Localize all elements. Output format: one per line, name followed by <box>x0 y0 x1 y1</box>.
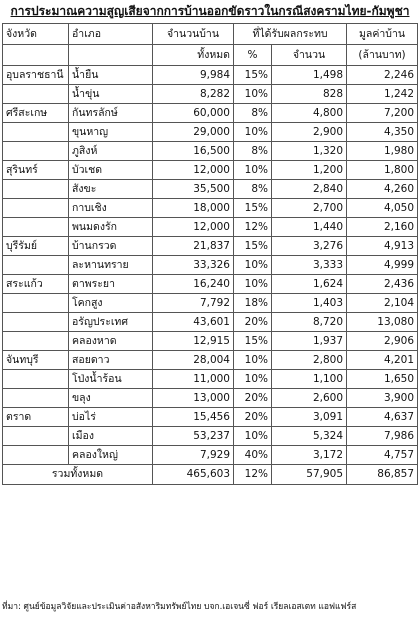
table-row <box>3 85 418 104</box>
district-cell: เมือง <box>69 427 153 446</box>
table-row <box>3 370 418 389</box>
houses-cell: 18,000 <box>153 199 234 218</box>
houses-cell: 13,000 <box>153 389 234 408</box>
value-cell: 2,436 <box>347 275 418 294</box>
table-row <box>3 218 418 237</box>
houses-cell: 11,000 <box>153 370 234 389</box>
houses-cell: 28,004 <box>153 351 234 370</box>
value-cell: 7,200 <box>347 104 418 123</box>
district-cell: ขลุง <box>69 389 153 408</box>
count-cell: 3,172 <box>272 446 347 465</box>
total-count: 57,905 <box>272 465 347 485</box>
header-spacer <box>69 45 153 66</box>
province-cell <box>3 446 69 465</box>
province-cell <box>3 256 69 275</box>
district-cell: บ้านกรวด <box>69 237 153 256</box>
table-title: การประมาณความสูญเสียจากการบ้านออกขัดราวในกรณีสงครามไทย-กัมพูชา <box>10 4 410 18</box>
count-cell: 3,276 <box>272 237 347 256</box>
district-cell: อรัญประเทศ <box>69 313 153 332</box>
province-cell: ตราด <box>3 408 69 427</box>
value-cell: 1,980 <box>347 142 418 161</box>
pct-cell: 10% <box>234 123 272 142</box>
value-cell: 1,800 <box>347 161 418 180</box>
count-cell: 2,600 <box>272 389 347 408</box>
province-cell: บุรีรัมย์ <box>3 237 69 256</box>
province-cell <box>3 180 69 199</box>
houses-cell: 53,237 <box>153 427 234 446</box>
houses-cell: 12,915 <box>153 332 234 351</box>
header-row-1 <box>3 24 418 45</box>
pct-cell: 20% <box>234 408 272 427</box>
count-subheader: จำนวน <box>272 45 347 66</box>
value-cell: 3,900 <box>347 389 418 408</box>
table-row <box>3 427 418 446</box>
table-row <box>3 446 418 465</box>
count-cell: 2,900 <box>272 123 347 142</box>
value-cell: 1,650 <box>347 370 418 389</box>
affected-header: ที่ได้รับผลกระทบ <box>234 24 347 45</box>
value-cell: 4,757 <box>347 446 418 465</box>
district-cell: โคกสูง <box>69 294 153 313</box>
table-row <box>3 408 418 427</box>
houses-cell: 9,984 <box>153 66 234 85</box>
district-cell: คลองใหญ่ <box>69 446 153 465</box>
houses-cell: 7,792 <box>153 294 234 313</box>
district-cell: บัวเชด <box>69 161 153 180</box>
pct-cell: 20% <box>234 389 272 408</box>
houses-cell: 15,456 <box>153 408 234 427</box>
province-cell: ศรีสะเกษ <box>3 104 69 123</box>
value-cell: 1,242 <box>347 85 418 104</box>
province-cell <box>3 313 69 332</box>
count-cell: 1,320 <box>272 142 347 161</box>
total-houses: 465,603 <box>153 465 234 485</box>
count-cell: 1,498 <box>272 66 347 85</box>
district-cell: พนมดงรัก <box>69 218 153 237</box>
province-cell: อุบลราชธานี <box>3 66 69 85</box>
table-row <box>3 256 418 275</box>
value-cell: 4,350 <box>347 123 418 142</box>
value-cell: 4,913 <box>347 237 418 256</box>
value-cell: 2,104 <box>347 294 418 313</box>
district-cell: บ่อไร่ <box>69 408 153 427</box>
header-spacer <box>3 45 69 66</box>
pct-cell: 10% <box>234 256 272 275</box>
houses-cell: 7,929 <box>153 446 234 465</box>
district-cell: ตาพระยา <box>69 275 153 294</box>
province-cell <box>3 332 69 351</box>
pct-cell: 10% <box>234 85 272 104</box>
table-row <box>3 389 418 408</box>
houses-cell: 12,000 <box>153 161 234 180</box>
houses-cell: 29,000 <box>153 123 234 142</box>
table-row <box>3 237 418 256</box>
province-cell <box>3 123 69 142</box>
value-cell: 2,246 <box>347 66 418 85</box>
province-cell <box>3 142 69 161</box>
count-cell: 1,440 <box>272 218 347 237</box>
table-row <box>3 275 418 294</box>
district-cell: น้ำขุ่น <box>69 85 153 104</box>
pct-cell: 15% <box>234 237 272 256</box>
pct-cell: 8% <box>234 180 272 199</box>
district-cell: น้ำยืน <box>69 66 153 85</box>
houses-cell: 60,000 <box>153 104 234 123</box>
pct-cell: 15% <box>234 332 272 351</box>
count-cell: 2,700 <box>272 199 347 218</box>
district-cell: สังขะ <box>69 180 153 199</box>
count-cell: 3,333 <box>272 256 347 275</box>
loss-estimate-table <box>2 23 418 485</box>
district-cell: ภูสิงห์ <box>69 142 153 161</box>
value-subheader: (ล้านบาท) <box>347 45 418 66</box>
pct-cell: 8% <box>234 104 272 123</box>
province-cell <box>3 294 69 313</box>
district-cell: กาบเชิง <box>69 199 153 218</box>
table-body <box>3 66 418 465</box>
district-cell: กันทรลักษ์ <box>69 104 153 123</box>
count-cell: 8,720 <box>272 313 347 332</box>
province-cell: สระแก้ว <box>3 275 69 294</box>
source-footnote: ที่มา: ศูนย์ข้อมูลวิจัยและประเมินค่าอสังหาริมทรัพย์ไทย บจก.เอเจนซี่ ฟอร์ เรียลเอสเตท แอฟแฟร์ส <box>2 602 357 612</box>
table-row <box>3 123 418 142</box>
count-cell: 3,091 <box>272 408 347 427</box>
houses-header: จำนวนบ้าน <box>153 24 234 45</box>
table-row <box>3 199 418 218</box>
houses-cell: 33,326 <box>153 256 234 275</box>
pct-cell: 15% <box>234 199 272 218</box>
total-value: 86,857 <box>347 465 418 485</box>
district-cell: โป่งน้ำร้อน <box>69 370 153 389</box>
table-row <box>3 313 418 332</box>
province-cell <box>3 427 69 446</box>
value-cell: 7,986 <box>347 427 418 446</box>
value-cell: 2,906 <box>347 332 418 351</box>
pct-cell: 10% <box>234 275 272 294</box>
value-header: มูลค่าบ้าน <box>347 24 418 45</box>
table-row <box>3 104 418 123</box>
count-cell: 1,200 <box>272 161 347 180</box>
count-cell: 2,800 <box>272 351 347 370</box>
table-row <box>3 180 418 199</box>
district-cell: คลองหาด <box>69 332 153 351</box>
district-cell: ขุนหาญ <box>69 123 153 142</box>
header-row-2 <box>3 45 418 66</box>
value-cell: 4,260 <box>347 180 418 199</box>
total-pct: 12% <box>234 465 272 485</box>
houses-cell: 16,500 <box>153 142 234 161</box>
total-label: รวมทั้งหมด <box>3 465 153 485</box>
pct-subheader: % <box>234 45 272 66</box>
table-row <box>3 142 418 161</box>
table-row <box>3 351 418 370</box>
province-cell <box>3 389 69 408</box>
province-cell: จันทบุรี <box>3 351 69 370</box>
province-cell <box>3 199 69 218</box>
count-cell: 828 <box>272 85 347 104</box>
count-cell: 1,624 <box>272 275 347 294</box>
count-cell: 5,324 <box>272 427 347 446</box>
pct-cell: 18% <box>234 294 272 313</box>
district-header: อำเภอ <box>69 24 153 45</box>
count-cell: 4,800 <box>272 104 347 123</box>
pct-cell: 10% <box>234 370 272 389</box>
province-header: จังหวัด <box>3 24 69 45</box>
total-row <box>3 465 418 485</box>
pct-cell: 40% <box>234 446 272 465</box>
value-cell: 4,999 <box>347 256 418 275</box>
province-cell: สุรินทร์ <box>3 161 69 180</box>
pct-cell: 10% <box>234 351 272 370</box>
houses-cell: 21,837 <box>153 237 234 256</box>
value-cell: 4,201 <box>347 351 418 370</box>
pct-cell: 10% <box>234 161 272 180</box>
table-row <box>3 161 418 180</box>
count-cell: 1,937 <box>272 332 347 351</box>
table-row <box>3 332 418 351</box>
pct-cell: 15% <box>234 66 272 85</box>
houses-cell: 16,240 <box>153 275 234 294</box>
table-row <box>3 66 418 85</box>
count-cell: 1,100 <box>272 370 347 389</box>
pct-cell: 10% <box>234 427 272 446</box>
province-cell <box>3 85 69 104</box>
value-cell: 4,050 <box>347 199 418 218</box>
value-cell: 4,637 <box>347 408 418 427</box>
table-row <box>3 294 418 313</box>
houses-cell: 8,282 <box>153 85 234 104</box>
houses-cell: 12,000 <box>153 218 234 237</box>
value-cell: 13,080 <box>347 313 418 332</box>
district-cell: สอยดาว <box>69 351 153 370</box>
count-cell: 2,840 <box>272 180 347 199</box>
pct-cell: 8% <box>234 142 272 161</box>
province-cell <box>3 370 69 389</box>
district-cell: ละหานทราย <box>69 256 153 275</box>
count-cell: 1,403 <box>272 294 347 313</box>
value-cell: 2,160 <box>347 218 418 237</box>
province-cell <box>3 218 69 237</box>
houses-cell: 35,500 <box>153 180 234 199</box>
pct-cell: 12% <box>234 218 272 237</box>
pct-cell: 20% <box>234 313 272 332</box>
houses-subheader: ทั้งหมด <box>153 45 234 66</box>
houses-cell: 43,601 <box>153 313 234 332</box>
